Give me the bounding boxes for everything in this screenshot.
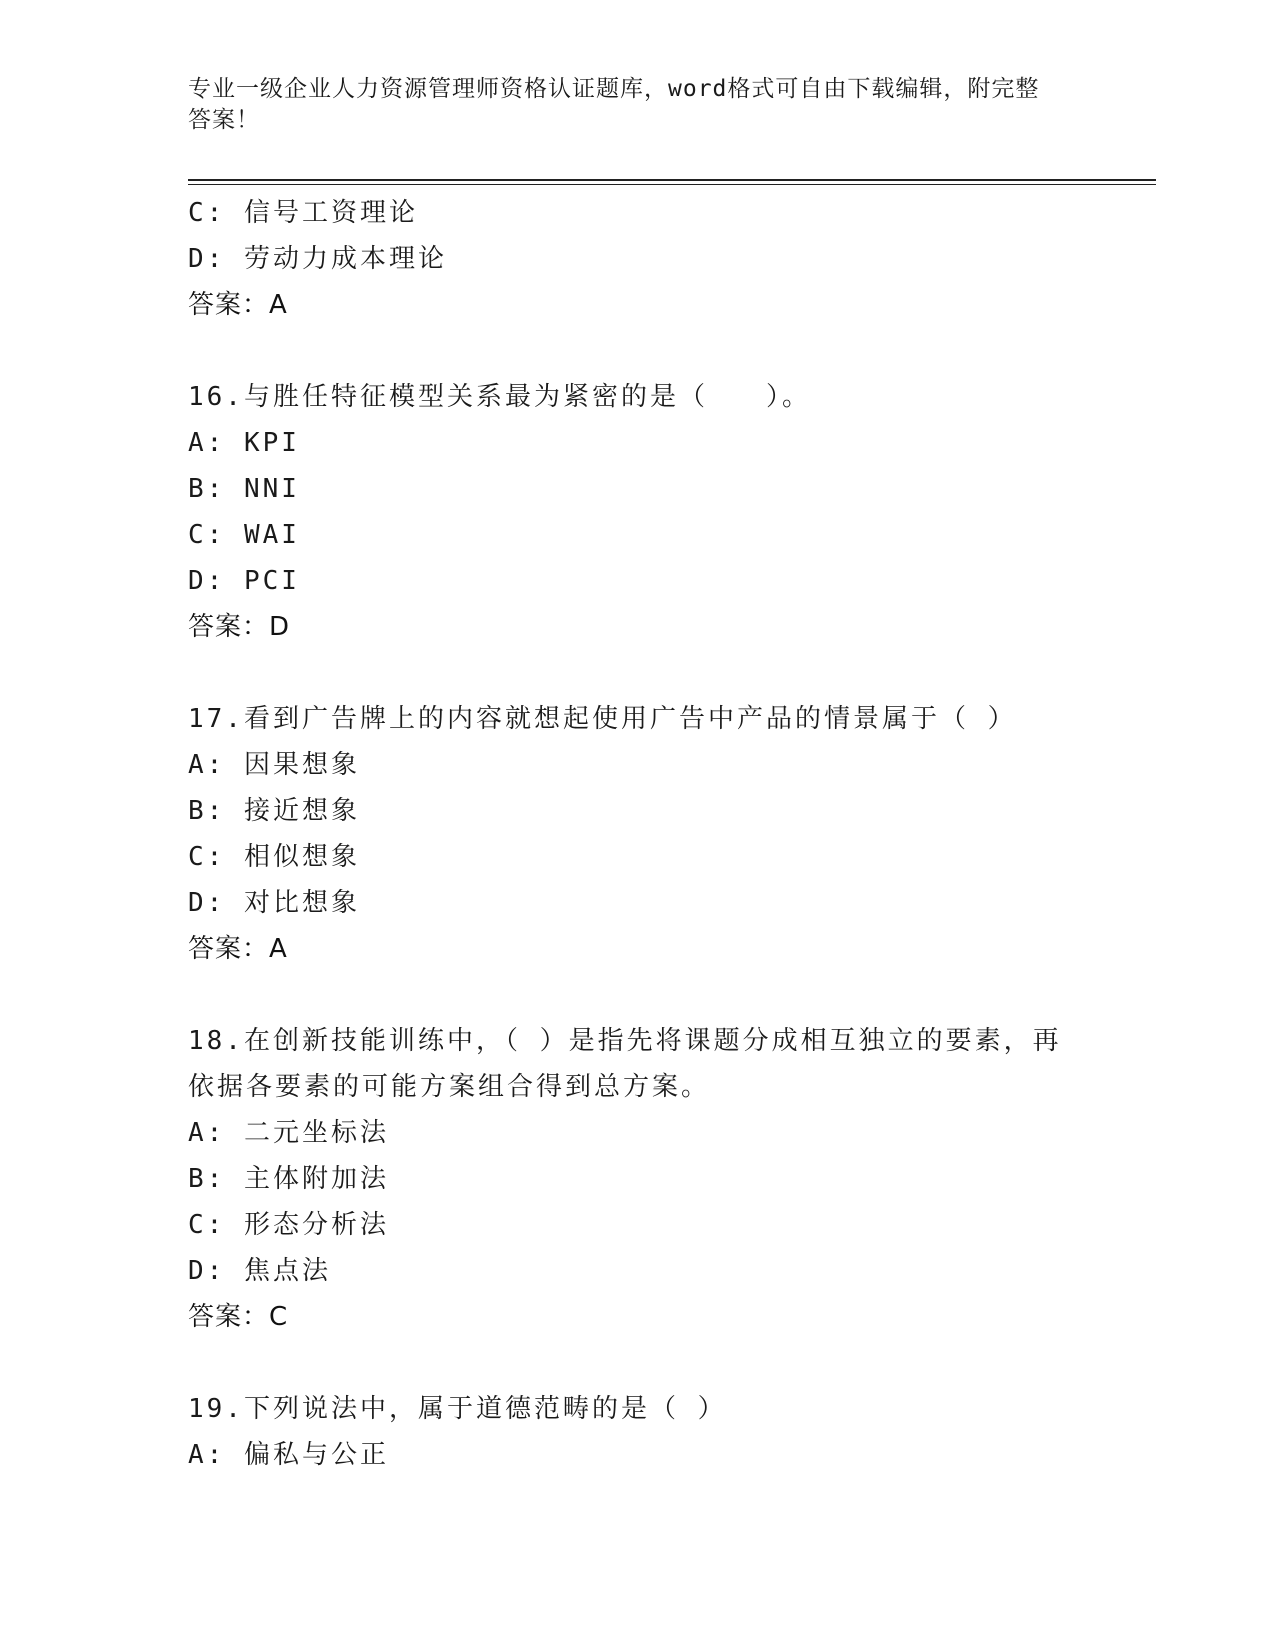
question-17-option-c: C: 相似想象 [188, 842, 360, 872]
header-line-2: 答案！ [188, 107, 260, 133]
question-18-stem-line-2: 依据各要素的可能方案组合得到总方案。 [188, 1072, 711, 1102]
spacer [188, 650, 1148, 696]
spacer [188, 1340, 1148, 1386]
answer-line: 答案：A [188, 290, 288, 320]
question-17-stem: 17.看到广告牌上的内容就想起使用广告中产品的情景属于（ ） [188, 704, 1017, 734]
header-divider-thick [188, 179, 1156, 181]
question-list [188, 190, 1148, 1478]
question-17-option-a: A: 因果想象 [188, 750, 360, 780]
header-line-1: 专业一级企业人力资源管理师资格认证题库，word格式可自由下载编辑，附完整 [188, 76, 1040, 102]
question-16-option-b: B: NNI [188, 474, 300, 504]
question-18-option-a: A: 二元坐标法 [188, 1118, 389, 1148]
question-16-option-c: C: WAI [188, 520, 300, 550]
document-header [188, 74, 1068, 136]
question-18-option-d: D: 焦点法 [188, 1256, 331, 1286]
header-divider-thin [188, 184, 1156, 185]
question-16-option-a: A: KPI [188, 428, 300, 458]
question-18-option-c: C: 形态分析法 [188, 1210, 389, 1240]
question-16-answer: 答案：D [188, 612, 291, 642]
question-18-option-b: B: 主体附加法 [188, 1164, 389, 1194]
question-19-stem: 19.下列说法中，属于道德范畴的是（ ） [188, 1394, 727, 1424]
option-d: D: 劳动力成本理论 [188, 244, 447, 274]
spacer [188, 328, 1148, 374]
question-18-stem-line-1: 18.在创新技能训练中，（ ）是指先将课题分成相互独立的要素，再 [188, 1026, 1062, 1056]
spacer [188, 972, 1148, 1018]
question-17-option-d: D: 对比想象 [188, 888, 360, 918]
question-17-option-b: B: 接近想象 [188, 796, 360, 826]
question-16-option-d: D: PCI [188, 566, 300, 596]
option-c: C: 信号工资理论 [188, 198, 418, 228]
question-18-answer: 答案：C [188, 1302, 289, 1332]
question-17-answer: 答案：A [188, 934, 288, 964]
question-16-stem: 16.与胜任特征模型关系最为紧密的是（ ）。 [188, 382, 811, 412]
question-19-option-a: A: 偏私与公正 [188, 1440, 389, 1470]
